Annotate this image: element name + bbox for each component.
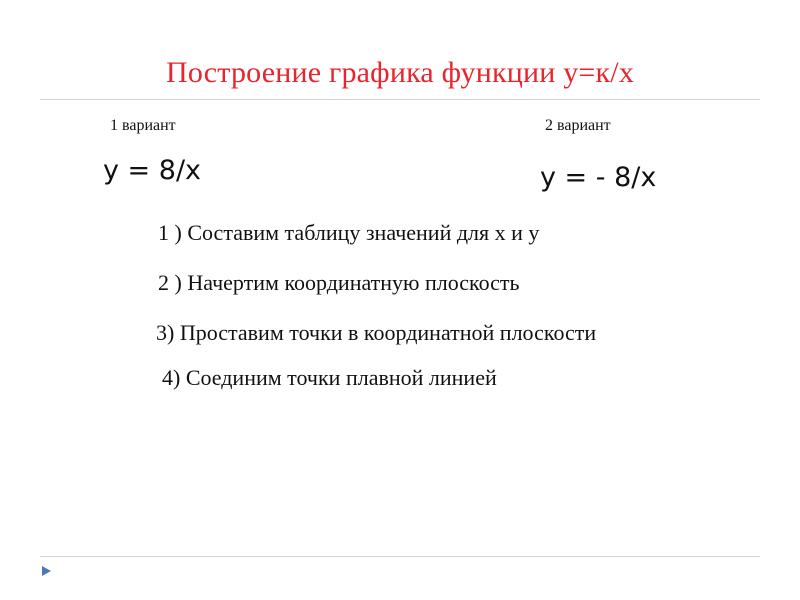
- variant-1-formula: y = 8/x: [103, 155, 202, 186]
- bottom-divider: [40, 556, 760, 557]
- variant-2-label: 2 вариант: [545, 117, 611, 134]
- variant-1-label: 1 вариант: [110, 117, 176, 134]
- step-1: 1 ) Составим таблицу значений для х и у: [158, 220, 540, 245]
- variant-2-formula: y = - 8/x: [540, 162, 657, 193]
- triangle-right-icon: [40, 565, 52, 577]
- top-divider: [40, 99, 760, 100]
- slide-title: Построение графика функции y=к/x: [165, 56, 635, 89]
- step-2: 2 ) Начертим координатную плоскость: [158, 270, 520, 295]
- step-3: 3) Проставим точки в координатной плоскости: [156, 320, 597, 345]
- step-4: 4) Соединим точки плавной линией: [162, 365, 497, 390]
